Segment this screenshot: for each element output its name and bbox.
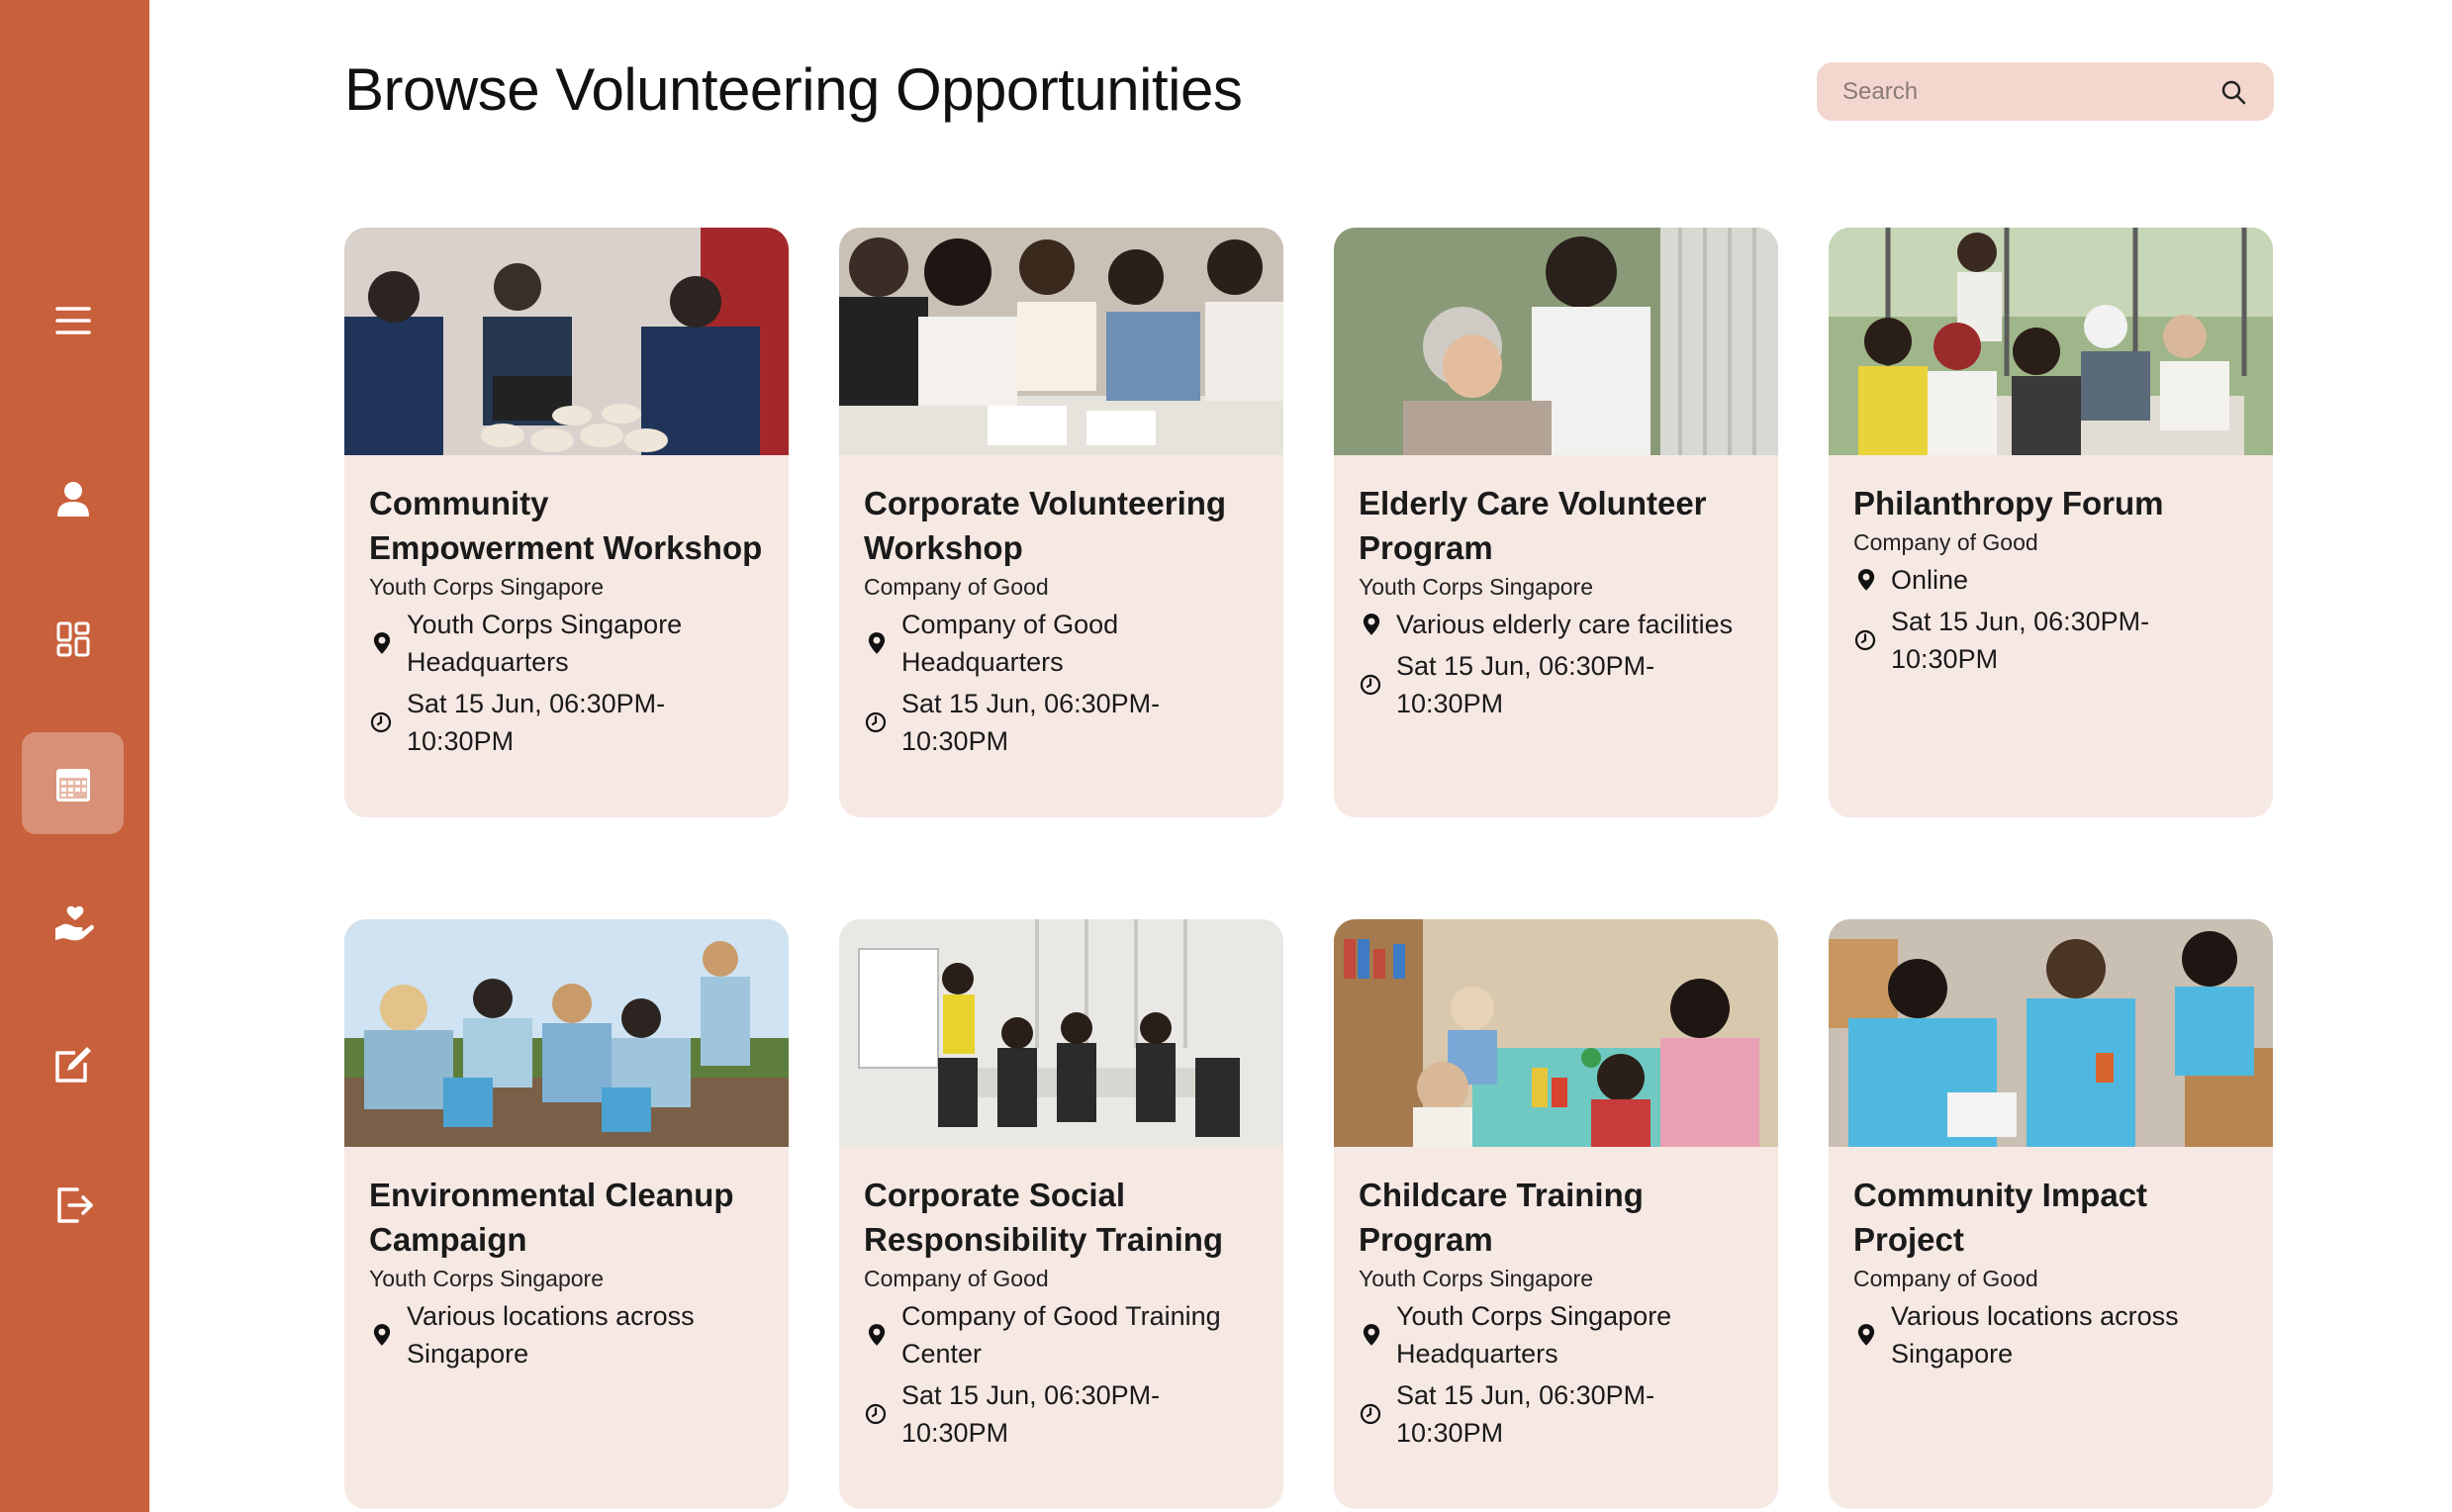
card-location (1359, 606, 1753, 643)
location-text: Youth Corps Singapore Headquarters (407, 610, 683, 677)
card-title: Philanthropy Forum (1853, 485, 2164, 521)
card-location (864, 606, 1259, 681)
location-pin-icon (1359, 611, 1384, 638)
card-image (1829, 228, 2273, 455)
card-location (1359, 1297, 1753, 1372)
location-text: Company of Good Headquarters (901, 610, 1119, 677)
location-pin-icon (864, 1321, 890, 1349)
sidebar (0, 0, 149, 1512)
card-organization: Company of Good (1853, 1266, 2038, 1291)
location-pin-icon (369, 629, 395, 657)
card-organization: Youth Corps Singapore (1359, 574, 1593, 600)
clock-icon (1359, 1402, 1382, 1426)
card-image (344, 919, 789, 1147)
clock-icon (864, 710, 888, 734)
logout-icon (49, 1181, 97, 1229)
clock-icon (864, 1402, 888, 1426)
card-image (1829, 919, 2273, 1147)
menu-icon (49, 297, 97, 344)
card-organization: Youth Corps Singapore (369, 1266, 604, 1291)
card-time (1853, 603, 2248, 678)
calendar-icon (49, 760, 97, 807)
card-time (864, 685, 1259, 760)
opportunity-card[interactable] (344, 919, 789, 1509)
card-time (1359, 647, 1753, 722)
opportunity-card[interactable] (1829, 228, 2273, 817)
location-text: Online (1891, 565, 1969, 595)
dashboard-button[interactable] (22, 588, 124, 690)
dashboard-icon (49, 615, 97, 663)
hand-heart-icon (49, 900, 97, 948)
opportunity-card[interactable] (839, 228, 1283, 817)
card-image (344, 228, 789, 455)
profile-button[interactable] (22, 447, 124, 549)
location-pin-icon (369, 1321, 395, 1349)
time-text: Sat 15 Jun, 06:30PM-10:30PM (1891, 607, 2150, 674)
opportunity-card[interactable] (344, 228, 789, 817)
card-time (864, 1376, 1259, 1452)
opportunity-card[interactable] (1334, 919, 1778, 1509)
edit-button[interactable] (22, 1013, 124, 1115)
clock-icon (369, 710, 393, 734)
opportunity-card[interactable] (1334, 228, 1778, 817)
time-text: Sat 15 Jun, 06:30PM-10:30PM (1396, 1380, 1655, 1448)
location-pin-icon (1853, 566, 1879, 594)
search-bar[interactable] (1817, 62, 2274, 121)
card-location (1853, 561, 2248, 599)
card-image (1334, 228, 1778, 455)
location-text: Various locations across Singapore (1891, 1301, 2179, 1369)
card-title: Corporate Volunteering Workshop (864, 485, 1227, 566)
card-title: Elderly Care Volunteer Program (1359, 485, 1707, 566)
time-text: Sat 15 Jun, 06:30PM-10:30PM (1396, 651, 1655, 718)
card-title: Environmental Cleanup Campaign (369, 1177, 734, 1258)
card-location (369, 1297, 764, 1372)
volunteer-button[interactable] (22, 873, 124, 975)
card-title: Corporate Social Responsibility Training (864, 1177, 1224, 1258)
edit-icon (49, 1041, 97, 1088)
location-pin-icon (864, 629, 890, 657)
card-title: Childcare Training Program (1359, 1177, 1644, 1258)
card-location (1853, 1297, 2248, 1372)
card-image (839, 919, 1283, 1147)
opportunity-card[interactable] (839, 919, 1283, 1509)
opportunity-card[interactable] (1829, 919, 2273, 1509)
card-organization: Youth Corps Singapore (1359, 1266, 1593, 1291)
card-image (839, 228, 1283, 455)
card-organization: Youth Corps Singapore (369, 574, 604, 600)
clock-icon (1853, 628, 1877, 652)
card-time (369, 685, 764, 760)
location-pin-icon (1853, 1321, 1879, 1349)
page-title: Browse Volunteering Opportunities (344, 56, 1243, 123)
time-text: Sat 15 Jun, 06:30PM-10:30PM (407, 689, 666, 756)
location-text: Youth Corps Singapore Headquarters (1396, 1301, 1672, 1369)
card-location (369, 606, 764, 681)
clock-icon (1359, 673, 1382, 697)
card-organization: Company of Good (864, 1266, 1049, 1291)
logout-button[interactable] (22, 1154, 124, 1256)
location-text: Various elderly care facilities (1396, 610, 1734, 639)
card-time (1359, 1376, 1753, 1452)
time-text: Sat 15 Jun, 06:30PM-10:30PM (901, 1380, 1161, 1448)
search-input[interactable] (1842, 78, 2218, 106)
card-organization: Company of Good (864, 574, 1049, 600)
card-image (1334, 919, 1778, 1147)
location-pin-icon (1359, 1321, 1384, 1349)
search-icon[interactable] (2218, 77, 2248, 107)
card-organization: Company of Good (1853, 529, 2038, 555)
card-title: Community Impact Project (1853, 1177, 2148, 1258)
user-icon (49, 475, 97, 522)
events-button[interactable] (22, 732, 124, 834)
menu-button[interactable] (22, 269, 124, 371)
location-text: Various locations across Singapore (407, 1301, 695, 1369)
time-text: Sat 15 Jun, 06:30PM-10:30PM (901, 689, 1161, 756)
location-text: Company of Good Training Center (901, 1301, 1221, 1369)
card-location (864, 1297, 1259, 1372)
card-title: Community Empowerment Workshop (369, 485, 763, 566)
